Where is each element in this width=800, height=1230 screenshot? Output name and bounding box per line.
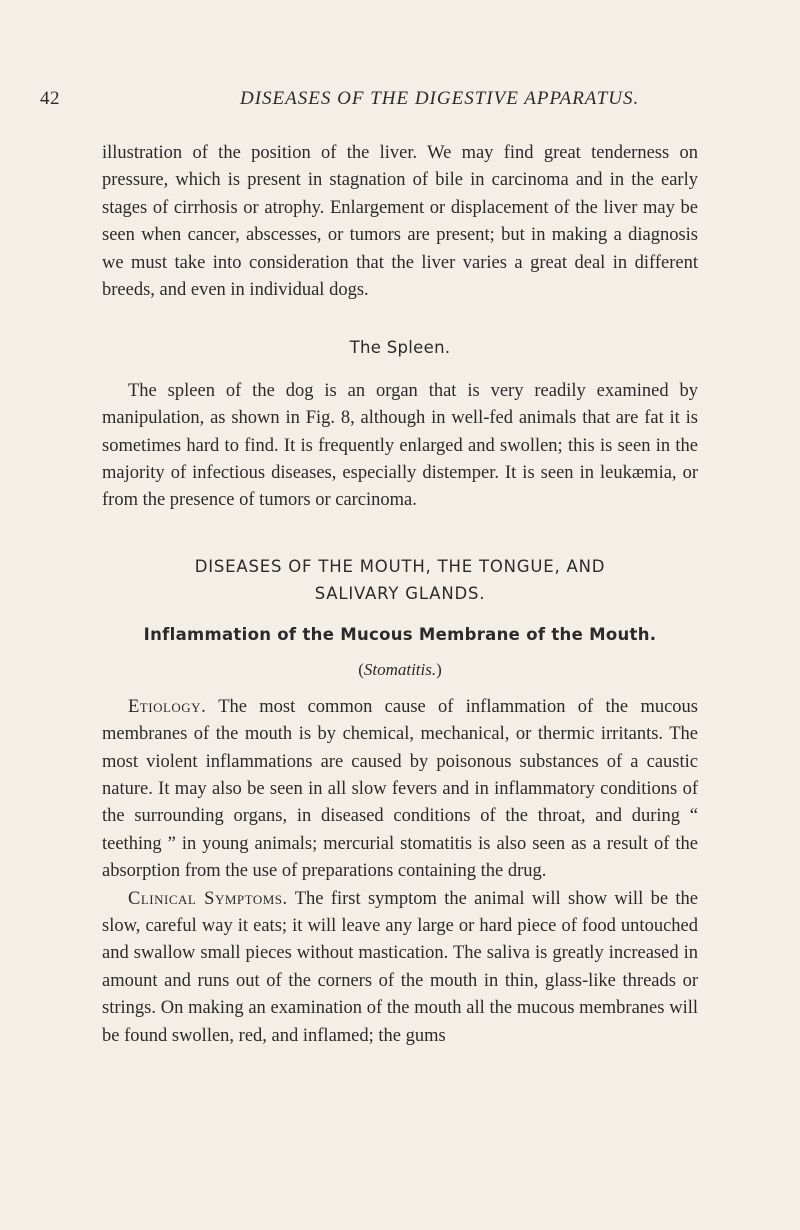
latin-term: [102, 656, 698, 683]
latin-open-paren: (: [358, 660, 364, 680]
subheading-inflammation: Inflammation of the Mucous Membrane of the Mouth.: [143, 624, 657, 644]
etiology-text: The most common cause of inflammation of the mucous membranes of the mouth is by chemical, mechanical, or thermic irritants. The most violent inflammations are caused by poisonous substances of a caustic nature. It may also be seen in all slow fevers and in inflammatory conditions of the surrounding organs, in diseased conditions of the throat, and during “ teething ” in young animals; mercurial stomatitis is also seen as a result of the absorption from the use of preparations containing the drug.: [102, 696, 698, 882]
heading-spleen: The Spleen.: [349, 338, 451, 358]
etiology-label: Etiology.: [128, 696, 207, 717]
page-number: 42: [40, 88, 60, 109]
paragraph-liver: illustration of the position of the liver. We may find great tenderness on pressure, which is present in stagnation of bile in carcinoma and in the early stages of cirrhosis or atrophy. Enlargement or displacement of the liver may be seen when cancer, abscesses, or tumors are present; but in making a diagnosis we must take into consideration that the liver varies a great deal in different breeds, and even in individual dogs.: [102, 143, 698, 301]
clinical-symptoms-label: Clinical Symptoms.: [128, 888, 288, 909]
running-head: DISEASES OF THE DIGESTIVE APPARATUS.: [240, 88, 640, 109]
section-heading-line-2: SALIVARY GLANDS.: [314, 583, 486, 603]
clinical-symptoms-text: The first symptom the animal will show will be the slow, careful way it eats; it will leave any large or hard piece of food untouched and swallow small pieces without mastication. The saliva is greatly increased in amount and runs out of the corners of the mouth in thin, glass-like threads or strings. On making an examination of the mouth all the mucous membranes will be found swollen, red, and inflamed; the gums: [102, 888, 698, 1046]
section-heading: [102, 553, 698, 607]
section-heading-line-1: DISEASES OF THE MOUTH, THE TONGUE, AND: [194, 556, 606, 576]
latin-term-text: Stomatitis.: [363, 660, 437, 680]
page-header: [40, 88, 760, 120]
text-block: [102, 140, 698, 1050]
latin-close-paren: ): [436, 660, 442, 680]
paragraph-spleen: The spleen of the dog is an organ that is very readily examined by manipulation, as shown in Fig. 8, although in well-fed animals that are fat it is sometimes hard to find. It is frequently enlarged and swollen; this is seen in the majority of infectious diseases, especially distemper. It is seen in leukæmia, or from the presence of tumors or carcinoma.: [102, 380, 698, 511]
paragraph-etiology: [102, 694, 698, 886]
paragraph-clinical-symptoms: [102, 886, 698, 1050]
